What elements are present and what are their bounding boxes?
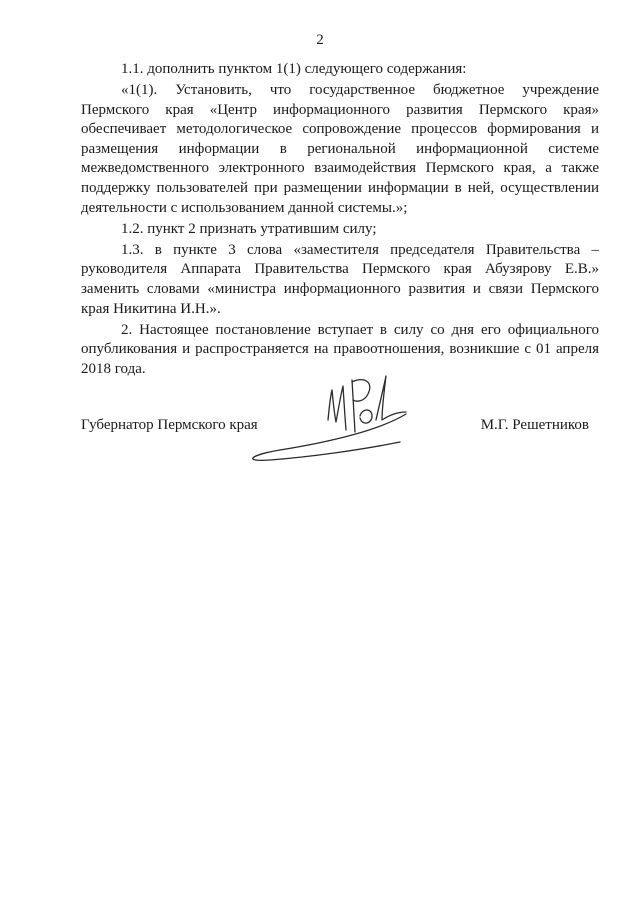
paragraph-1-1: 1.1. дополнить пунктом 1(1) следующего содержания: [121, 61, 467, 77]
paragraph-1-2: 1.2. пункт 2 признать утратившим силу; [121, 220, 377, 237]
signatory-title: Губернатор Пермского края [81, 417, 258, 433]
document-body [81, 60, 599, 381]
paragraph-2: 2. Настоящее постановление вступает в силу со дня его официального опубликования и распространяется на правоотношения, возникшие с 01 апреля 2018 года. [81, 321, 599, 377]
page-number: 2 [316, 32, 324, 48]
signatory-name: М.Г. Решетников [480, 417, 589, 433]
signature-block [81, 416, 599, 436]
paragraph-1-1-content: «1(1). Установить, что государственное бюджетное учреждение Пермского края «Центр информационного развития Пермского края» обеспечивает методологическое сопровождение процессов формирования и размещения информации в региональной информационной системе межведомственного электронного взаимодействия Пермского края, а также поддержку пользователей при размещении информации в ней, осуществлении деятельности с использованием данной системы.»; [81, 82, 599, 216]
paragraph-1-3: 1.3. в пункте 3 слова «заместителя председателя Правительства – руководителя Аппарата Правительства Пермского края Абузярову Е.В.» заменить словами «министра информационного развития и связи Пермского края Никитина И.Н.». [81, 241, 599, 317]
